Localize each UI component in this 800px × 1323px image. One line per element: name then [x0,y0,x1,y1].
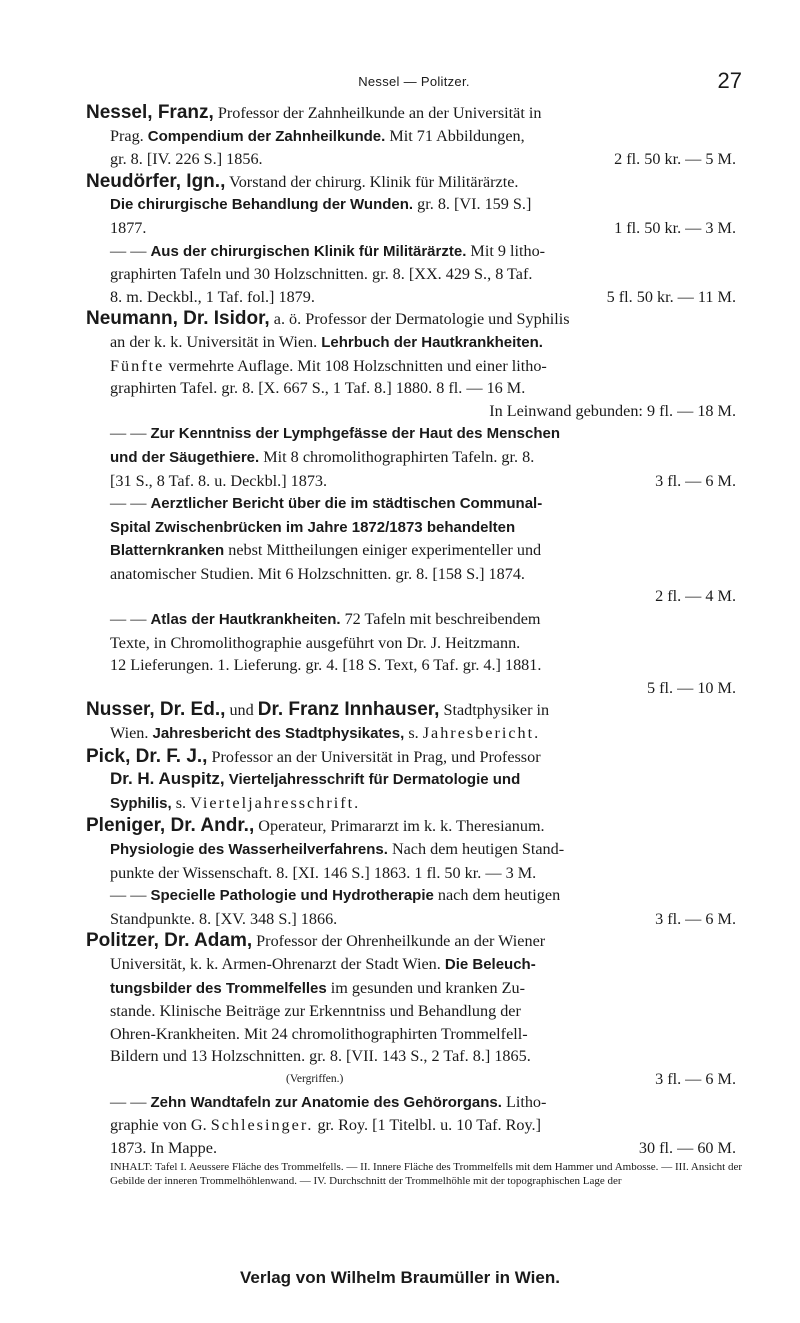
entry-text: Stadtphysiker in [439,701,550,720]
price: 3 fl. — 6 M. [655,909,736,928]
entry-text: gr. 8. [IV. 226 S.] 1856. [110,150,263,169]
entry-text: vermehrte Auflage. Mit 108 Holzschnitten und einer litho- [164,356,547,375]
book-title: Vierteljahresschrift für Dermatologie und [224,771,521,789]
entry-text: stande. Klinische Beiträge zur Erkenntniss und Behandlung der [110,1002,521,1021]
author-name: Dr. H. Auspitz, [110,769,225,789]
price: 1 fl. 50 kr. — 3 M. [614,218,736,237]
page-number: 27 [717,68,742,93]
spaced-text: Fünfte [110,356,165,375]
book-title: Specielle Pathologie und Hydrotherapie [150,887,434,905]
catalog-entry [86,930,742,1090]
catalog-entry [86,492,742,608]
entry-text: Nach dem heutigen Stand- [387,840,565,858]
catalog-entry [86,699,742,745]
entry-text: Wien. [110,724,153,743]
author-name: Neumann, Dr. Isidor, [86,308,270,330]
header-title: Nessel — Politzer. [358,74,470,89]
entry-text: im gesunden und kranken Zu- [326,978,525,997]
entry-text: graphie von G. [110,1116,211,1135]
entry-text: Litho- [501,1092,547,1111]
entry-text: gr. Roy. [1 Titelbl. u. 10 Taf. Roy.] [313,1116,541,1135]
book-title: Atlas der Hautkrankheiten. [150,611,341,629]
book-title: Physiologie des Wasserheilverfahrens. [110,841,388,858]
catalog-entry [86,1091,742,1189]
spaced-text: Jahresbericht. [422,724,541,743]
entry-text: graphirten Tafel. gr. 8. [X. 667 S., 1 Taf. 8.] 1880. 8 fl. — 16 M. [110,379,526,398]
catalog-entry [86,884,742,930]
spaced-text: Schlesinger. [210,1116,314,1135]
book-title: Lehrbuch der Hautkrankheiten. [321,333,543,351]
entry-text: Vorstand der chirurg. Klinik für Militärärzte. [225,172,519,191]
entry-text: Bildern und 13 Holzschnitten. gr. 8. [VII. 143 S., 2 Taf. 8.] 1865. [110,1047,531,1066]
catalog-entry [86,608,742,699]
page [86,68,742,1188]
entry-text: 1877. [110,218,147,237]
entry-text: Standpunkte. 8. [XV. 348 S.] 1866. [110,909,338,928]
entry-text: Professor der Ohrenheilkunde an der Wiener [252,932,546,951]
book-title: Aus der chirurgischen Klinik für Militärärzte. [150,242,467,260]
entry-text: 12 Lieferungen. 1. Lieferung. gr. 4. [18 S. Text, 6 Taf. gr. 4.] 1881. [110,656,542,675]
book-title-cont: Syphilis, [110,794,172,812]
price: 2 fl. 50 kr. — 5 M. [614,150,736,169]
out-of-print-note: (Vergriffen.) [286,1072,344,1085]
catalog-entry [86,102,742,171]
book-title: Die chirurgische Behandlung der Wunden. [110,196,414,214]
entry-text: Texte, in Chromolithographie ausgeführt von Dr. J. Heitzmann. [110,633,521,652]
catalog-entry [86,422,742,492]
entry-text: Mit 9 litho- [466,241,546,260]
price: 30 fl. — 60 M. [638,1138,736,1157]
author-name: Neudörfer, Ign., [86,170,226,192]
entry-text: an der k. k. Universität in Wien. [110,332,322,351]
author-name: Nessel, Franz, [86,102,214,123]
book-title-cont: tungsbilder des Trommelfelles [110,979,327,997]
book-title: Zehn Wandtafeln zur Anatomie des Gehörorgans. [150,1093,502,1111]
entry-text: nach dem heutigen [433,886,561,905]
catalog-entry [86,746,742,816]
author-name: Pick, Dr. F. J., [86,745,208,767]
price: In Leinwand gebunden: 9 fl. — 18 M. [489,401,736,420]
book-title: Die Beleuch- [444,955,536,973]
entry-text: Professor der Zahnheilkunde an der Universität in [213,104,542,122]
entry-text: Ohren-Krankheiten. Mit 24 chromolithographirten Trommelfell- [110,1024,528,1043]
dash-prefix: — — [110,1092,151,1111]
entry-text: a. ö. Professor der Dermatologie und Syphilis [269,310,570,329]
author-name: Dr. Franz Innhauser, [257,699,440,721]
entry-text: anatomischer Studien. Mit 6 Holzschnitten. gr. 8. [158 S.] 1874. [110,564,525,583]
entry-text: graphirten Tafeln und 30 Holzschnitten. gr. 8. [XX. 429 S., 8 Taf. [110,265,533,284]
entry-text: punkte der Wissenschaft. 8. [XI. 146 S.] 1863. 1 fl. 50 kr. — 3 M. [110,863,537,882]
entry-text: und [225,701,258,720]
book-title: Jahresbericht des Stadtphysikates, [152,725,405,743]
running-header [86,68,742,102]
entry-text: 1873. In Mappe. [110,1138,217,1157]
book-title-cont: Spital Zwischenbrücken im Jahre 1872/1873 behandelten [110,518,516,536]
entry-text: Universität, k. k. Armen-Ohrenarzt der Stadt Wien. [110,954,445,973]
catalog-entry [86,308,742,422]
price: 3 fl. — 6 M. [655,1069,736,1088]
spaced-text: Vierteljahresschrift. [190,793,361,812]
entry-text: 72 Tafeln mit beschreibendem [340,610,541,629]
entry-text: 8. m. Deckbl., 1 Taf. fol.] 1879. [110,287,315,306]
entry-text: nebst Mittheilungen einiger experimenteller und [224,541,542,560]
catalog-entry [86,815,742,884]
price: 3 fl. — 6 M. [655,471,736,490]
entry-text: s. [171,793,191,812]
price: 2 fl. — 4 M. [655,587,736,606]
entry-text: s. [404,724,423,743]
catalog-entry [86,171,742,240]
catalog-entry [86,240,742,309]
author-name: Politzer, Dr. Adam, [86,930,253,952]
entry-text: gr. 8. [VI. 159 S.] [413,195,532,214]
contents-note: INHALT: Tafel I. Aeussere Fläche des Trommelfells. — II. Innere Fläche des Trommelfells mit dem Hammer und Ambosse. — III. Ansicht der Gebilde der inneren Trommelhöhlenwand. — IV. Durchschnitt der Trommelhöhle mit der topographischen Lage der [110,1161,742,1187]
publisher-footer: Verlag von Wilhelm Braumüller in Wien. [240,1268,560,1287]
dash-prefix: — — [110,424,151,443]
dash-prefix: — — [110,610,151,629]
entry-text: [31 S., 8 Taf. 8. u. Deckbl.] 1873. [110,471,328,490]
entry-text: Professor an der Universität in Prag, und Professor [207,747,541,766]
price: 5 fl. 50 kr. — 11 M. [606,287,736,306]
book-title: Zur Kenntniss der Lymphgefässe der Haut des Menschen [150,425,561,443]
entry-text: Prag. [110,126,148,145]
entry-text: Operateur, Primararzt im k. k. Theresianum. [254,817,545,836]
book-title: Compendium der Zahnheilkunde. [147,127,386,145]
book-title: Aerztlicher Bericht über die im städtischen Communal- [150,495,543,513]
dash-prefix: — — [110,241,151,260]
author-name: Nusser, Dr. Ed., [86,699,226,721]
dash-prefix: — — [110,494,151,513]
entry-text: Mit 8 chromolithographirten Tafeln. gr. 8. [259,447,535,466]
entry-text: Mit 71 Abbildungen, [385,126,525,145]
author-name: Pleniger, Dr. Andr., [86,815,255,837]
price: 5 fl. — 10 M. [646,678,736,697]
dash-prefix: — — [110,886,151,905]
book-title-cont: Blatternkranken [110,542,225,560]
book-title-cont: und der Säugethiere. [110,448,260,466]
